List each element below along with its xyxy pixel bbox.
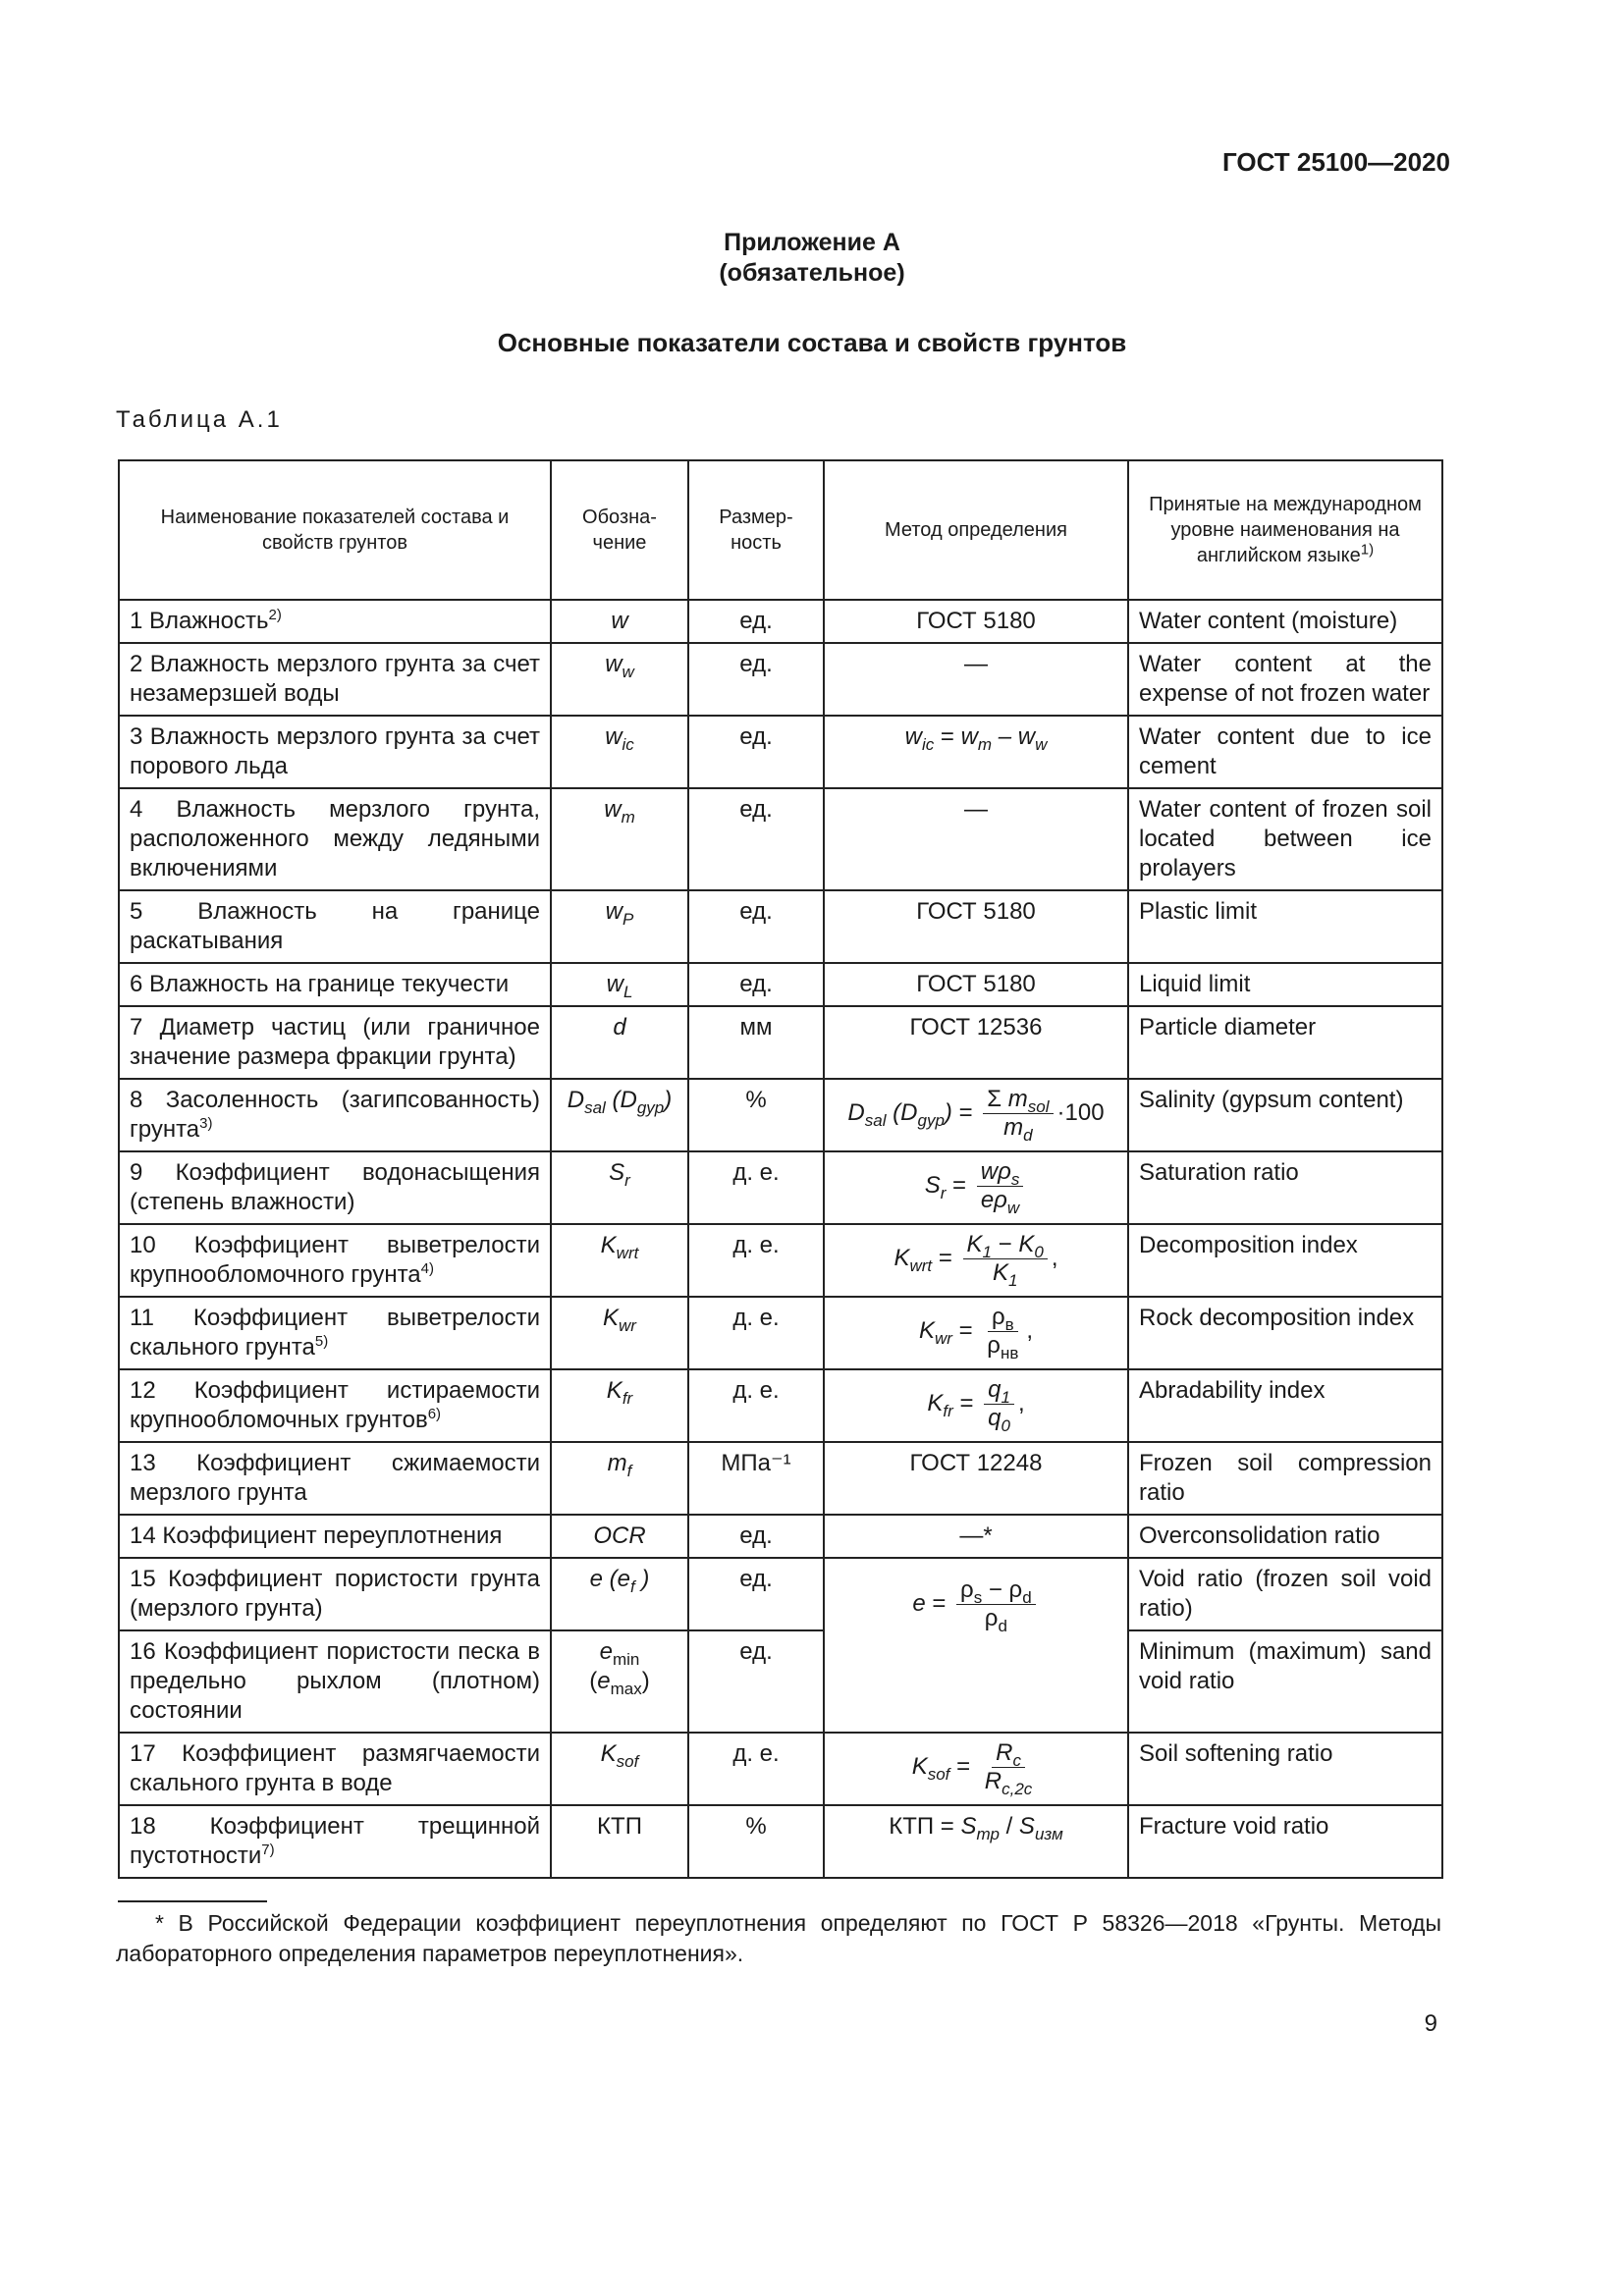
method-formula: $K_{wr}$ = $\frac{\rho_в}{\rho_{нв}}$ ,	[824, 1297, 1128, 1369]
method-formula: $K_{fr}$ = $\frac{q_1}{q_0}$ ,	[824, 1369, 1128, 1442]
footnote-ref: 6)	[427, 1406, 442, 1422]
table-row: 6 Влажность на границе текучести $w_L$ ед. ГОСТ 5180 Liquid limit	[119, 963, 1442, 1006]
table-row: 12 Коэффициент истираемости крупнообломочных грунтов$^{6)}$ $K_{fr}$ д. е. $K_{fr}$ = $\frac{q_1}{q_0}$ , Abradability index	[119, 1369, 1442, 1442]
footnote-ref: 1)	[1360, 541, 1375, 559]
col-header-symbol: Обозна-чение	[551, 460, 688, 600]
col-header-name: Наименование показателей состава и свойств грунтов	[119, 460, 551, 600]
col-header-method: Метод определения	[824, 460, 1128, 600]
table-row: 9 Коэффициент водонасыщения (степень влажности) $S_r$ д. е. $S_r$ = $\frac{w\rho_s}{e\rho_w}$ Saturation ratio	[119, 1151, 1442, 1224]
col-header-english: Принятые на международном уровне наименования на английском языке$^{1)}$	[1128, 460, 1442, 600]
table-row: 1 Влажность$^{2)}$ w ед. ГОСТ 5180 Water content (moisture)	[119, 600, 1442, 643]
footnote-ref: 4)	[420, 1260, 434, 1277]
col-header-unit: Размер-ность	[688, 460, 824, 600]
table-row: 10 Коэффициент выветрелости крупнообломочного грунта$^{4)}$ $K_{wrt}$ д. е. $K_{wrt}$ = $\frac{K_1 - K_0}{K_1}$ , Decomposition index	[119, 1224, 1442, 1297]
method-formula: $S_r$ = $\frac{w\rho_s}{e\rho_w}$	[824, 1151, 1128, 1224]
table-row: 18 Коэффициент трещинной пустотности$^{7)}$ КТП % КТП = $S_{тр} / S_{изм}$ Fracture void ratio	[119, 1805, 1442, 1878]
table-row: 5 Влажность на границе раскатывания $w_P$ ед. ГОСТ 5180 Plastic limit	[119, 890, 1442, 963]
method-formula: e = $\frac{\rho_s - \rho_d}{\rho_d}$	[824, 1558, 1128, 1733]
appendix-status: (обязательное)	[719, 259, 905, 287]
table-row: 11 Коэффициент выветрелости скального грунта$^{5)}$ $K_{wr}$ д. е. $K_{wr}$ = $\frac{\rho_в}{\rho_{нв}}$ , Rock decomposition index	[119, 1297, 1442, 1369]
table-row: 3 Влажность мерзлого грунта за счет порового льда $w_{ic}$ ед. $w_{ic} = w_m - w_w$ Water content due to ice cement	[119, 716, 1442, 788]
footnote-ref: 5)	[314, 1333, 329, 1350]
table-row: 16 Коэффициент пористости песка в предельно рыхлом (плотном) состоянии $e_{min}$ $(e_{max})$ ед. Minimum (maximum) sand void ratio	[119, 1630, 1442, 1733]
table-row: 2 Влажность мерзлого грунта за счет незамерзшей воды $w_w$ ед. — Water content at the expense of not frozen water	[119, 643, 1442, 716]
page-number: 9	[1424, 2010, 1437, 2037]
table-caption: Таблица А.1	[116, 406, 283, 433]
section-title: Основные показатели состава и свойств грунтов	[497, 328, 1127, 357]
method-formula: $w_{ic} = w_m - w_w$	[824, 716, 1128, 788]
table-row: 13 Коэффициент сжимаемости мерзлого грунта $m_f$ МПа⁻¹ ГОСТ 12248 Frozen soil compression ratio	[119, 1442, 1442, 1515]
footnote-ref: 2)	[268, 607, 282, 623]
document-id: ГОСТ 25100—2020	[1222, 147, 1450, 177]
table-row: 7 Диаметр частиц (или граничное значение размера фракции грунта) d мм ГОСТ 12536 Particle diameter	[119, 1006, 1442, 1079]
method-formula: $D_{sal}$ $(D_{gyp})$ = $\frac{\Sigma m_{sol}}{m_d}$ ·100	[824, 1079, 1128, 1151]
method-formula: $K_{sof}$ = $\frac{R_c}{R_{c,2c}}$	[824, 1733, 1128, 1805]
table-row: 8 Засоленность (загипсованность) грунта$^{3)}$ $D_{sal}$ $(D_{gyp})$ % $D_{sal}$ $(D_{gyp})$ = $\frac{\Sigma m_{sol}}{m_d}$ ·100 Salinity (gypsum content)	[119, 1079, 1442, 1151]
table-row: 17 Коэффициент размягчаемости скального грунта в воде $K_{sof}$ д. е. $K_{sof}$ = $\frac{R_c}{R_{c,2c}}$ Soil softening ratio	[119, 1733, 1442, 1805]
properties-table	[118, 459, 1443, 1879]
appendix-title: Приложение А	[724, 229, 900, 256]
appendix-heading	[0, 228, 1624, 289]
footnote-divider	[118, 1900, 267, 1902]
method-formula: КТП = $S_{тр} / S_{изм}$	[824, 1805, 1128, 1878]
table-row: 15 Коэффициент пористости грунта (мерзлого грунта) e ($e_f$ ) ед. e = $\frac{\rho_s - \rho_d}{\rho_d}$ Void ratio (frozen soil void ratio)	[119, 1558, 1442, 1630]
footnote-ref: 3)	[199, 1115, 213, 1132]
table-header-row	[119, 460, 1442, 600]
method-formula: $K_{wrt}$ = $\frac{K_1 - K_0}{K_1}$ ,	[824, 1224, 1128, 1297]
table-row: 14 Коэффициент переуплотнения OCR ед. —* Overconsolidation ratio	[119, 1515, 1442, 1558]
footnote-text: * В Российской Федерации коэффициент переуплотнения определяют по ГОСТ Р 58326—2018 «Грунты. Методы лабораторного определения параметров переуплотнения».	[116, 1910, 1441, 1966]
footnote-ref: 7)	[261, 1842, 275, 1858]
table-row: 4 Влажность мерзлого грунта, расположенного между ледяными включениями $w_m$ ед. — Water content of frozen soil located between ice prolayers	[119, 788, 1442, 890]
